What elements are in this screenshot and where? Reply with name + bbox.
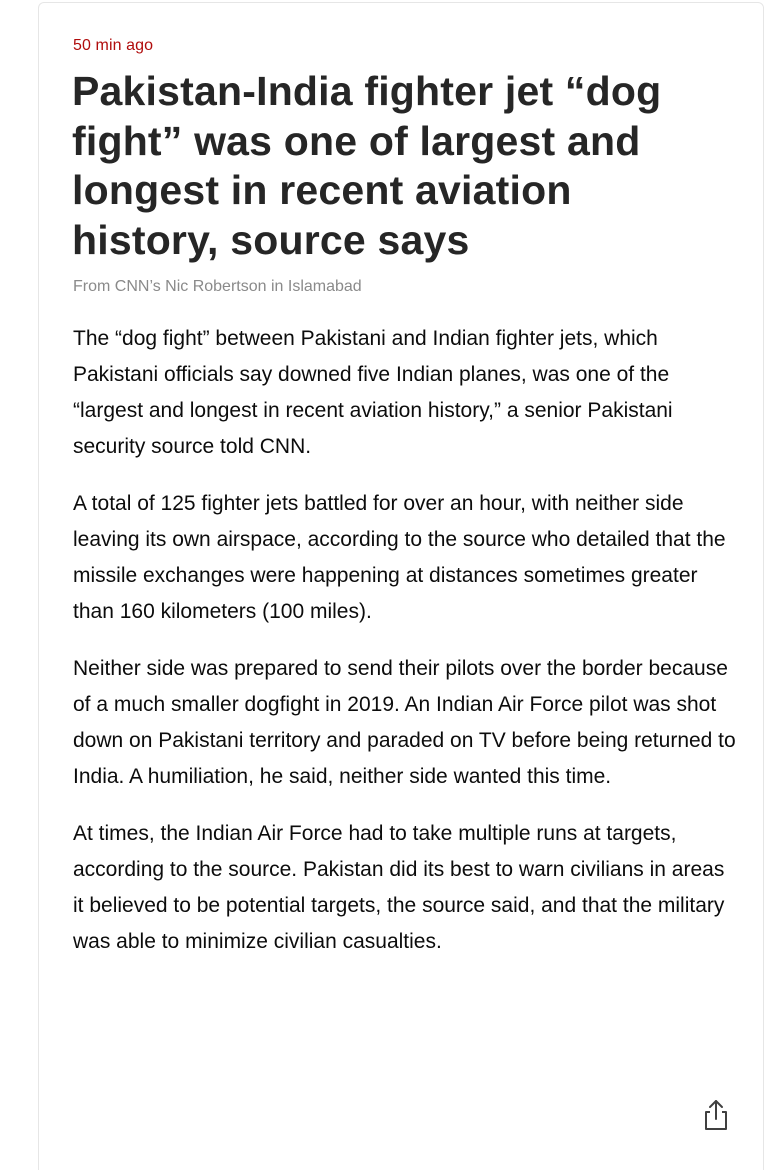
post-timestamp: 50 min ago bbox=[73, 37, 154, 54]
share-icon bbox=[701, 1098, 731, 1132]
post-body bbox=[73, 321, 737, 981]
post-byline: From CNN’s Nic Robertson in Islamabad bbox=[73, 278, 362, 295]
share-button[interactable] bbox=[701, 1098, 731, 1132]
post-headline: Pakistan-India fighter jet “dog fight” was one of largest and longest in recent aviation history, source says bbox=[72, 68, 662, 263]
live-update-card bbox=[38, 2, 764, 1170]
body-paragraph: A total of 125 fighter jets battled for over an hour, with neither side leaving its own airspace, according to the source who detailed that the missile exchanges were happening at distances sometimes greater than 160 kilometers (100 miles). bbox=[73, 492, 726, 623]
body-paragraph: The “dog fight” between Pakistani and Indian fighter jets, which Pakistani officials say downed five Indian planes, was one of the “largest and longest in recent aviation history,” a senior Pakistani security source told CNN. bbox=[73, 327, 673, 458]
body-paragraph: At times, the Indian Air Force had to take multiple runs at targets, according to the source. Pakistan did its best to warn civilians in areas it believed to be potential targets, the source said, and that the military was able to minimize civilian casualties. bbox=[73, 822, 725, 953]
body-paragraph: Neither side was prepared to send their pilots over the border because of a much smaller dogfight in 2019. An Indian Air Force pilot was shot down on Pakistani territory and paraded on TV before being returned to India. A humiliation, he said, neither side wanted this time. bbox=[73, 657, 736, 788]
